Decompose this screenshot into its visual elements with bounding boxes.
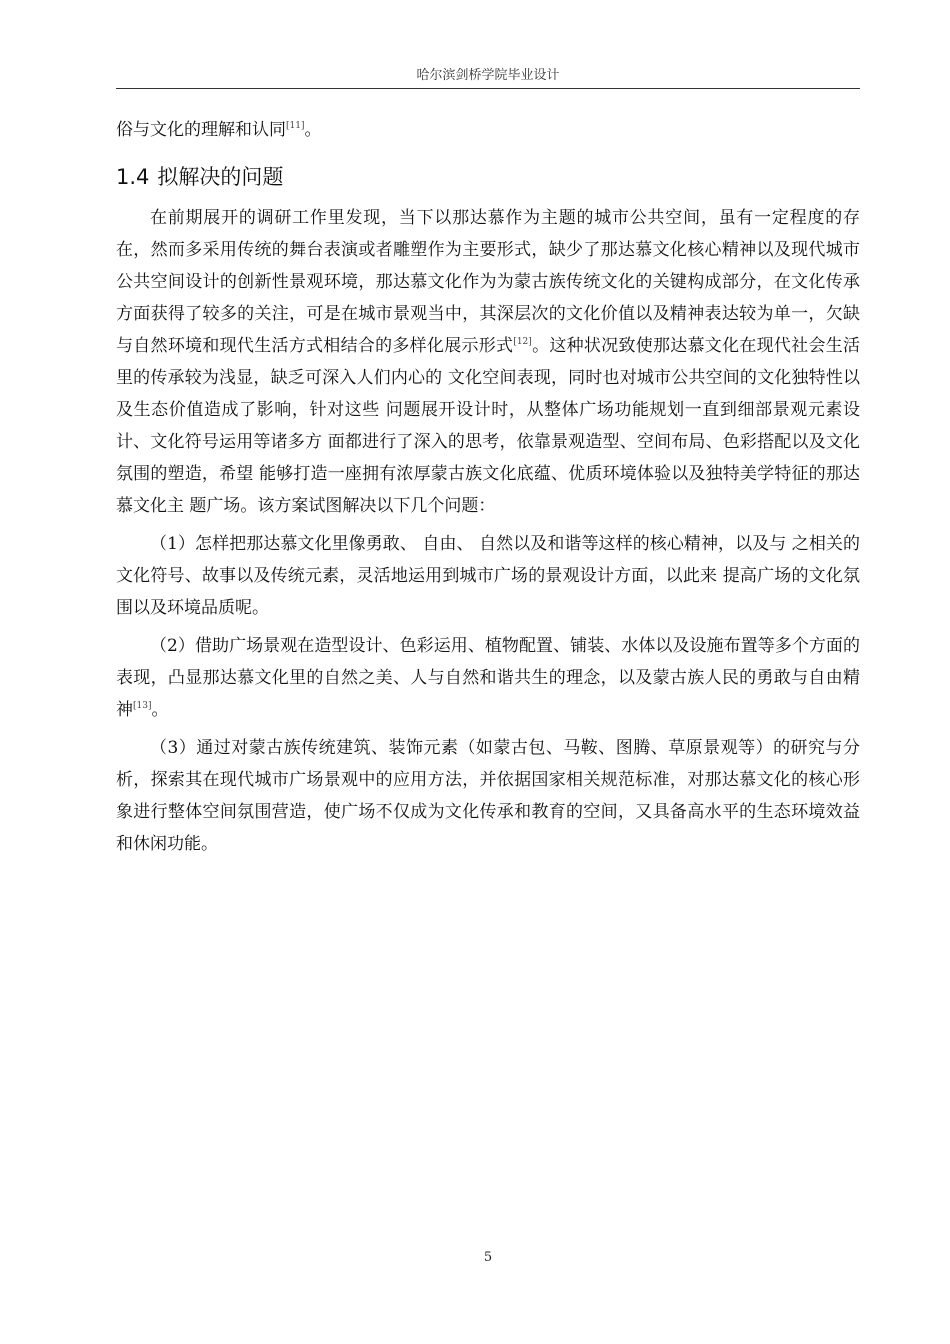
citation-ref[interactable]: [12] <box>513 337 532 347</box>
paragraph-text-continued: 。这种状况致使那达慕文化在现代社会生活里的传承较为浅显，缺乏可深入人们内心的 文化空间表现，同时也对城市公共空间的文化独特性以及生态价值造成了影响，针对这些 问题展开设计时，从整体广场功能规划一直到细部景观元素设计、文化符号运用等诸多方 面都进行了深入的思考，依靠景观造型、空间布局、色彩搭配以及文化氛围的塑造，希望 能够打造一座拥有浓厚蒙古族文化底蕴、优质环境体验以及独特美学特征的那达慕文化主 题广场。该方案试图解决以下几个问题： <box>116 336 861 516</box>
header-rule <box>116 88 860 89</box>
paragraph-text: 在前期展开的调研工作里发现，当下以那达慕作为主题的城市公共空间，虽有一定程度的存在，然而多采用传统的舞台表演或者雕塑作为主要形式，缺少了那达慕文化核心精神以及现代城市公共空间设计的创新性景观环境，那达慕文化作为为蒙古族传统文化的关键构成部分，在文化传承方面获得了较多的关注，可是在城市景观当中，其深层次的文化价值以及精神表达较为单一，欠缺与自然环境和现代生活方式相结合的多样化展示形式 <box>116 208 860 356</box>
body-paragraph <box>116 202 860 522</box>
list-item-end: 。 <box>151 700 169 720</box>
document-body <box>116 114 860 860</box>
section-number: 1.4 <box>116 165 150 189</box>
list-item-text: （2）借助广场景观在造型设计、色彩运用、植物配置、铺装、水体以及设施布置等多个方面的表现，凸显那达慕文化里的自然之美、人与自然和谐共生的理念，以及蒙古族人民的勇敢与自由精神 <box>116 636 860 720</box>
list-item <box>116 630 860 726</box>
section-title: 拟解决的问题 <box>157 165 284 189</box>
paragraph-end: 。 <box>304 120 322 140</box>
page-number: 5 <box>483 1250 493 1265</box>
continued-paragraph <box>116 114 860 146</box>
list-item: （3）通过对蒙古族传统建筑、装饰元素（如蒙古包、马鞍、图腾、草原景观等）的研究与分析，探索其在现代城市广场景观中的应用方法，并依据国家相关规范标准，对那达慕文化的核心形象进行整体空间氛围营造，使广场不仅成为文化传承和教育的空间，又具备高水平的生态环境效益和休闲功能。 <box>116 738 860 854</box>
section-heading <box>116 162 860 192</box>
citation-ref[interactable]: [11] <box>286 121 305 131</box>
paragraph-text: 俗与文化的理解和认同 <box>116 120 286 140</box>
page-header: 哈尔滨剑桥学院毕业设计 <box>416 68 560 83</box>
citation-ref[interactable]: [13] <box>133 701 152 711</box>
list-item: （1）怎样把那达慕文化里像勇敢、 自由、 自然以及和谐等这样的核心精神，以及与 之相关的文化符号、故事以及传统元素，灵活地运用到城市广场的景观设计方面，以此来 提高广场的文化氛围以及环境品质呢。 <box>116 534 860 618</box>
